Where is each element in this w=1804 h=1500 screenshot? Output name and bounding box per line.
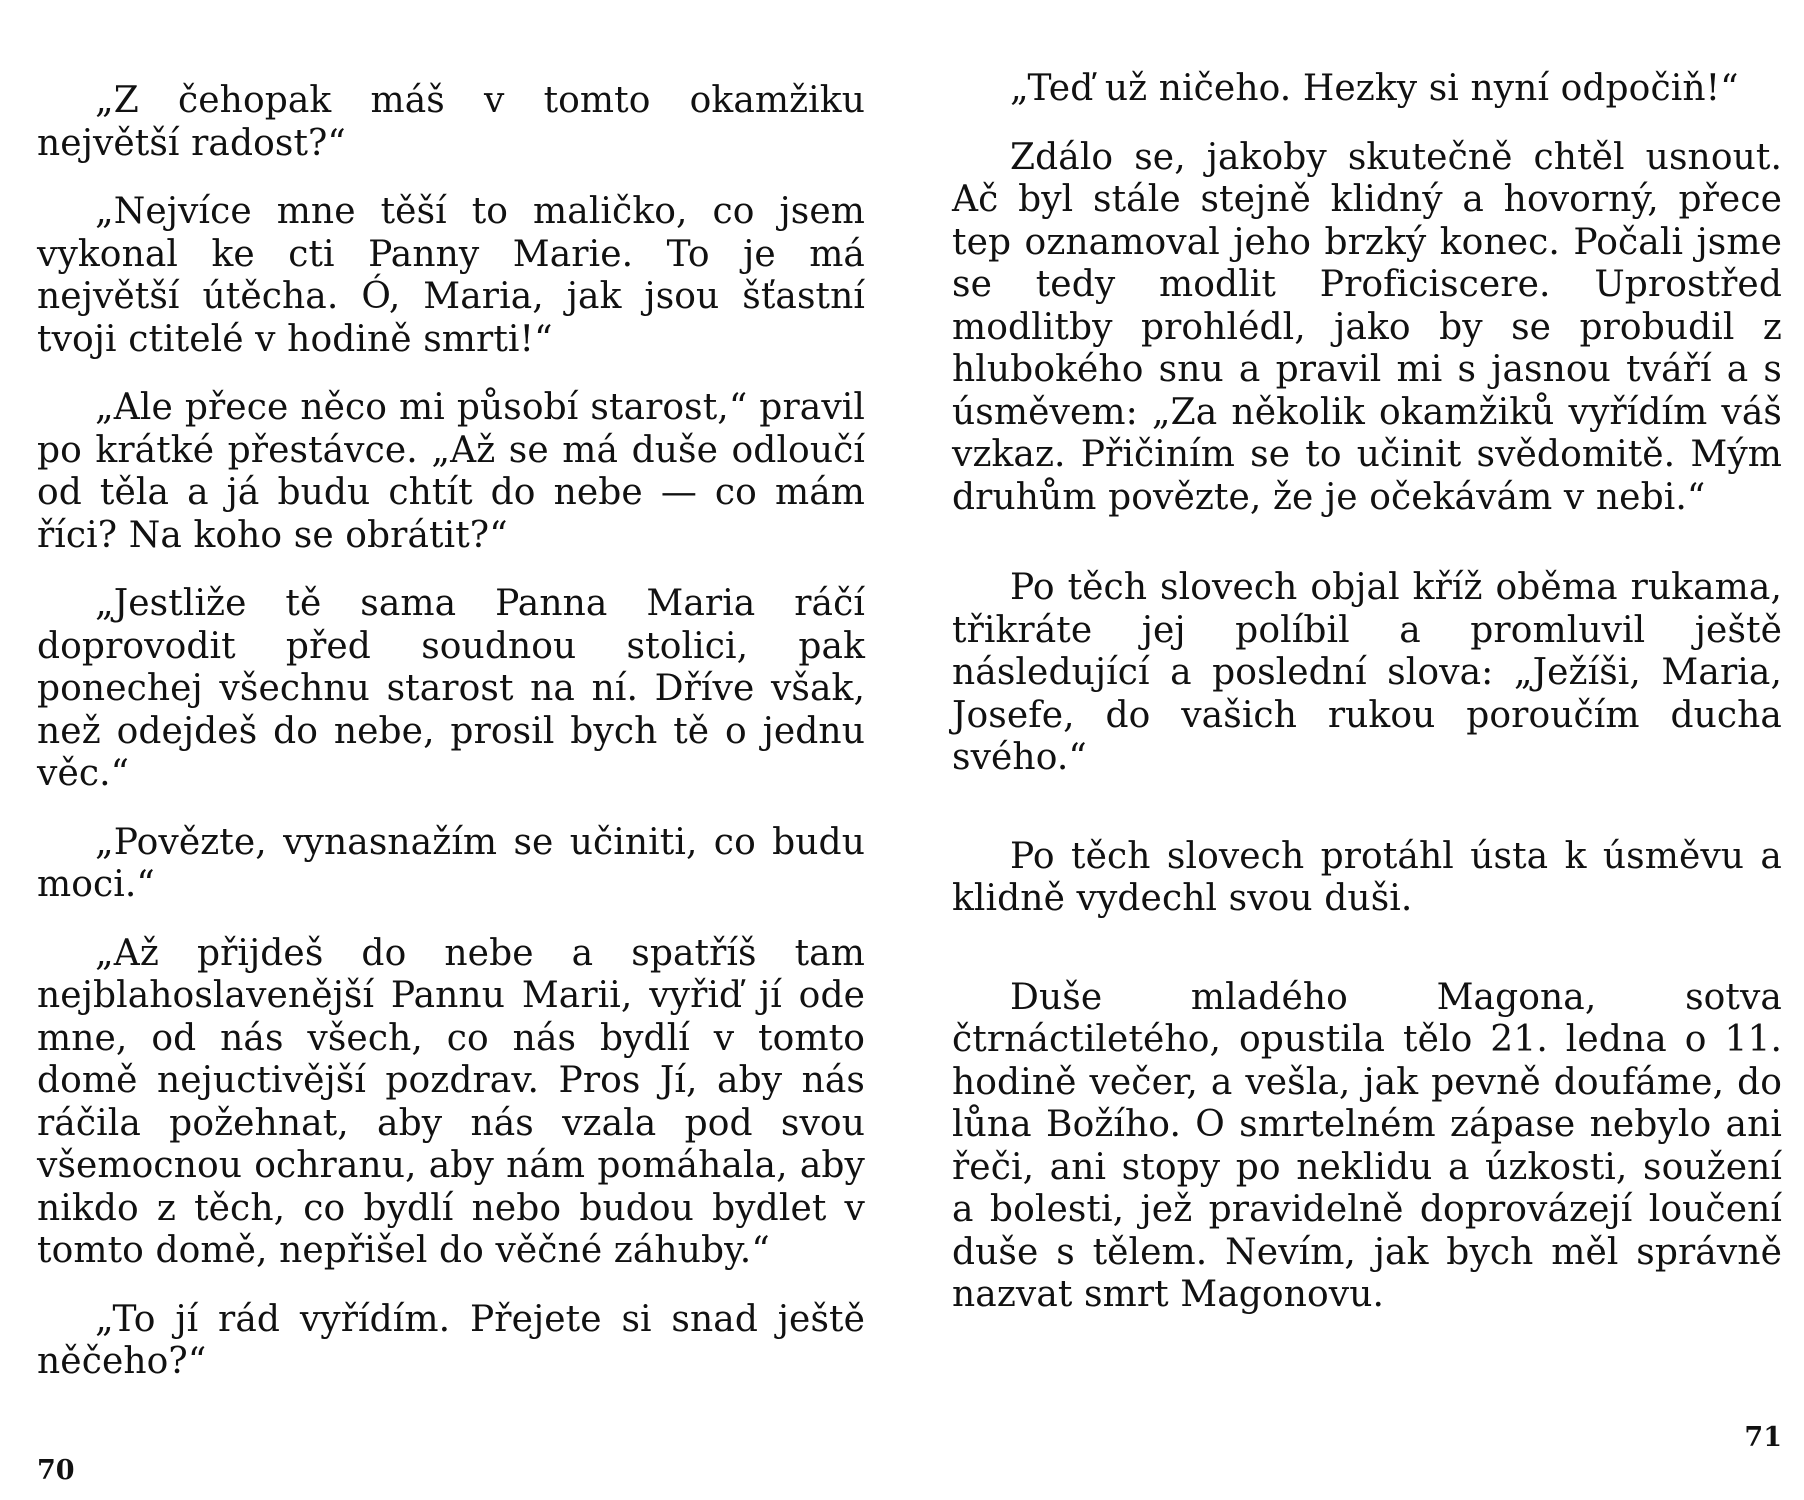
paragraph: „To jí rád vyřídím. Přejete si snad ještě něčeho?“ (37, 1298, 865, 1382)
paragraph: „Jestliže tě sama Panna Maria ráčí doprovodit před soudnou stolici, pak ponechej všechnu starost na ní. Dříve však, než odejdeš do nebe, prosil bych tě o jednu věc.“ (37, 583, 865, 794)
page-number: 71 (1744, 1422, 1782, 1453)
paragraph: Po těch slovech protáhl ústa k úsměvu a klidně vydechl svou duši. (952, 835, 1782, 919)
paragraph: „Až přijdeš do nebe a spatříš tam nejblahoslavenější Pannu Marii, vyřiď jí ode mne, od nás všech, co nás bydlí v tomto domě nejuctivější pozdrav. Pros Jí, aby nás ráčila požehnat, aby nás vzala pod svou všemocnou ochranu, aby nám pomáhala, aby nikdo z těch, co bydlí nebo budou bydlet v tomto domě, nepřišel do věčné záhuby.“ (37, 932, 865, 1271)
right-page (902, 0, 1804, 1500)
left-text-column (37, 80, 865, 1410)
paragraph: „Ale přece něco mi působí starost,“ pravil po krátké přestávce. „Až se má duše odloučí od těla a já budu chtít do nebe — co mám říci? Na koho se obrátit?“ (37, 387, 865, 556)
paragraph: Po těch slovech objal kříž oběma rukama, třikráte jej políbil a promluvil ještě následující a poslední slova: „Ježíši, Maria, Josefe, do vašich rukou poroučím ducha svého.“ (952, 567, 1782, 778)
paragraph: „Nejvíce mne těší to maličko, co jsem vykonal ke cti Panny Marie. To je má největší útěcha. Ó, Maria, jak jsou šťastní tvoji ctitelé v hodině smrti!“ (37, 191, 865, 360)
page-number: 70 (37, 1455, 75, 1486)
paragraph: Zdálo se, jakoby skutečně chtěl usnout. Ač byl stále stejně klidný a hovorný, přece tep oznamoval jeho brzký konec. Počali jsme se tedy modlit Proficiscere. Uprostřed modlitby prohlédl, jako by se probudil z hlubokého snu a pravil mi s jasnou tváří a s úsměvem: „Za několik okamžiků vyřídím váš vzkaz. Přičiním se to učinit svědomitě. Mým druhům povězte, že je očekávám v nebi.“ (952, 136, 1782, 518)
paragraph: „Z čehopak máš v tomto okamžiku největší radost?“ (37, 80, 865, 164)
paragraph: „Teď už ničeho. Hezky si nyní odpočiň!“ (1010, 68, 1739, 109)
paragraph: „Povězte, vynasnažím se učiniti, co budu moci.“ (37, 821, 865, 905)
right-text-column (952, 68, 1782, 1343)
paragraph: Duše mladého Magona, sotva čtrnáctiletého, opustila tělo 21. ledna o 11. hodině večer, a vešla, jak pevně doufáme, do lůna Božího. O smrtelném zápase nebylo ani řeči, ani stopy po neklidu a úzkosti, soužení a bolesti, jež pravidelně doprovázejí loučení duše s tělem. Nevím, jak bych měl správně nazvat smrt Magonovu. (952, 976, 1782, 1315)
